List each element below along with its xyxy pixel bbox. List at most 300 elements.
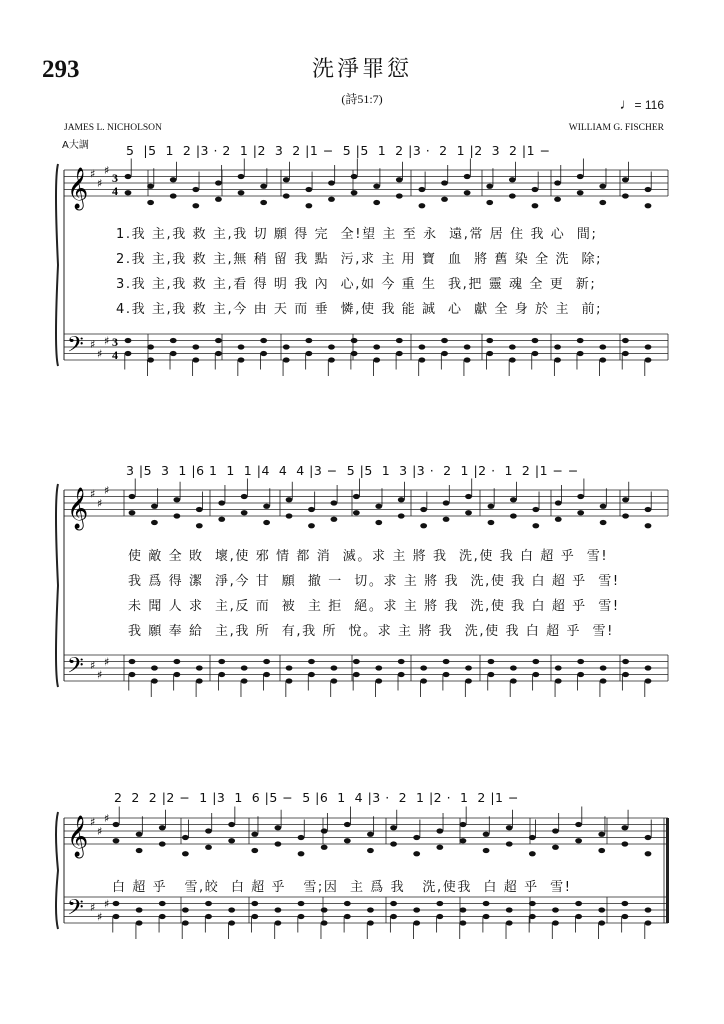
note-head <box>113 838 120 843</box>
note-head <box>532 187 539 192</box>
note-head <box>464 190 471 195</box>
note-head <box>344 901 351 906</box>
key-label: A大調 <box>62 140 89 151</box>
note-head <box>275 841 282 846</box>
note-head <box>351 174 358 179</box>
note-head <box>353 659 360 664</box>
note-head <box>129 672 136 677</box>
note-head <box>441 338 448 343</box>
sharp-icon: ♯ <box>104 812 110 825</box>
note-head <box>328 344 335 349</box>
note-head <box>645 507 652 512</box>
note-head <box>532 659 539 664</box>
note-head <box>260 184 267 189</box>
note-head <box>483 901 490 906</box>
lyric-verse-1-line-1: 1.我 主,我 救 主,我 切 願 得 完 全!望 主 至 永 遠,常 居 住 我 心 間; <box>116 227 598 242</box>
note-head <box>298 851 305 856</box>
note-head <box>367 848 374 853</box>
note-head <box>622 672 629 677</box>
note-head <box>275 920 282 925</box>
note-head <box>373 344 380 349</box>
note-head <box>196 678 203 683</box>
note-head <box>622 177 629 182</box>
note-head <box>645 907 652 912</box>
note-head <box>483 848 490 853</box>
note-head <box>486 351 493 356</box>
note-head <box>241 665 248 670</box>
note-head <box>577 672 584 677</box>
note-head <box>238 357 245 362</box>
note-head <box>321 907 328 912</box>
note-head <box>622 193 629 198</box>
note-head <box>151 678 158 683</box>
hymn-title: 洗淨罪愆 <box>311 57 412 82</box>
note-head <box>396 193 403 198</box>
note-head <box>351 351 358 356</box>
note-head <box>532 672 539 677</box>
note-head <box>205 901 212 906</box>
lyric-refrain-line-3: 白 超 乎 雪,皎 白 超 乎 雪;因 主 爲 我 洗,使我 白 超 乎 雪! <box>112 880 572 895</box>
note-head <box>305 203 312 208</box>
note-head <box>509 344 516 349</box>
note-head <box>529 914 536 919</box>
note-head <box>443 672 450 677</box>
note-head <box>506 920 513 925</box>
note-head <box>532 203 539 208</box>
note-head <box>147 344 154 349</box>
note-head <box>283 357 290 362</box>
note-head <box>129 659 136 664</box>
note-head <box>113 901 120 906</box>
note-head <box>577 659 584 664</box>
note-head <box>228 838 235 843</box>
note-head <box>367 832 374 837</box>
sharp-icon: ♯ <box>90 815 96 829</box>
note-head <box>263 659 270 664</box>
note-head <box>575 914 582 919</box>
note-head <box>241 510 248 515</box>
note-head <box>464 357 471 362</box>
note-head <box>373 357 380 362</box>
sharp-icon: ♯ <box>90 487 96 501</box>
note-head <box>577 338 584 343</box>
note-head <box>351 338 358 343</box>
note-head <box>129 494 136 499</box>
note-head <box>305 351 312 356</box>
note-head <box>622 659 629 664</box>
note-head <box>367 920 374 925</box>
note-head <box>465 510 472 515</box>
note-head <box>510 513 517 518</box>
lyric-verse-4-line-2: 我 願 奉 給 主,我 所 有,我 所 悅。求 主 將 我 洗,使 我 白 超 乎 雪! <box>128 624 614 639</box>
note-head <box>621 901 628 906</box>
note-head <box>170 338 177 343</box>
time-signature: 4 <box>112 184 118 198</box>
note-head <box>125 338 132 343</box>
note-head <box>113 914 120 919</box>
note-head <box>286 678 293 683</box>
note-head <box>396 177 403 182</box>
note-head <box>621 841 628 846</box>
note-head <box>238 344 245 349</box>
note-head <box>599 184 606 189</box>
note-head <box>506 825 513 830</box>
note-head <box>621 825 628 830</box>
note-head <box>182 835 189 840</box>
note-head <box>251 848 258 853</box>
note-head <box>599 344 606 349</box>
note-head <box>598 920 605 925</box>
note-head <box>441 351 448 356</box>
note-head <box>113 822 120 827</box>
note-head <box>460 822 467 827</box>
note-head <box>599 357 606 362</box>
note-head <box>420 665 427 670</box>
note-head <box>577 494 584 499</box>
lyricist: JAMES L. NICHOLSON <box>64 123 162 133</box>
note-head <box>398 659 405 664</box>
note-head <box>170 177 177 182</box>
note-head <box>488 504 495 509</box>
note-head <box>136 832 143 837</box>
note-head <box>286 497 293 502</box>
note-head <box>465 494 472 499</box>
note-head <box>575 822 582 827</box>
note-head <box>298 914 305 919</box>
note-head <box>328 197 335 202</box>
note-head <box>532 351 539 356</box>
note-head <box>645 835 652 840</box>
note-head <box>488 520 495 525</box>
note-head <box>420 523 427 528</box>
note-head <box>622 338 629 343</box>
system-brace <box>56 812 58 929</box>
note-head <box>215 180 222 185</box>
note-head <box>465 678 472 683</box>
note-head <box>577 351 584 356</box>
note-head <box>283 344 290 349</box>
staff-lines <box>56 164 669 929</box>
note-head <box>129 510 136 515</box>
note-head <box>331 665 338 670</box>
note-head <box>622 497 629 502</box>
note-head <box>483 832 490 837</box>
note-head <box>464 344 471 349</box>
system-brace <box>56 164 58 366</box>
note-head <box>228 907 235 912</box>
sharp-icon: ♯ <box>97 668 103 682</box>
note-head <box>251 832 258 837</box>
note-head <box>460 838 467 843</box>
note-head <box>532 523 539 528</box>
note-head <box>196 523 203 528</box>
note-head <box>308 507 315 512</box>
note-head <box>486 184 493 189</box>
sharp-icon: ♯ <box>90 337 96 351</box>
note-head <box>436 901 443 906</box>
note-head <box>555 678 562 683</box>
note-head <box>331 500 338 505</box>
note-head <box>419 344 426 349</box>
note-head <box>554 344 561 349</box>
staff-glyphs <box>67 164 118 926</box>
note-head <box>353 510 360 515</box>
note-head <box>398 497 405 502</box>
sharp-icon: ♯ <box>97 910 103 924</box>
note-head <box>460 907 467 912</box>
treble-clef-icon: 𝄞 <box>67 816 89 857</box>
note-head <box>218 672 225 677</box>
note-head <box>147 200 154 205</box>
note-head <box>125 174 132 179</box>
note-head <box>413 920 420 925</box>
note-head <box>398 513 405 518</box>
note-head <box>351 190 358 195</box>
note-head <box>147 184 154 189</box>
note-head <box>286 665 293 670</box>
scripture-reference: (詩51:7) <box>341 92 383 106</box>
note-head <box>353 672 360 677</box>
hymn-number: 293 <box>42 56 80 83</box>
note-head <box>192 344 199 349</box>
note-head <box>218 659 225 664</box>
note-head <box>554 197 561 202</box>
note-head <box>436 914 443 919</box>
note-head <box>344 914 351 919</box>
note-head <box>283 193 290 198</box>
note-head <box>436 845 443 850</box>
note-head <box>532 507 539 512</box>
note-head <box>331 517 338 522</box>
note-head <box>510 497 517 502</box>
note-head <box>645 344 652 349</box>
note-head <box>510 665 517 670</box>
sharp-icon: ♯ <box>97 177 103 190</box>
sharp-icon: ♯ <box>90 658 96 672</box>
note-head <box>441 180 448 185</box>
note-head <box>260 200 267 205</box>
note-head <box>344 838 351 843</box>
note-head <box>125 190 132 195</box>
numbered-notation-system-3: 2 2 2 |2 − 1 |3 1 6 |5 − 5 |6 1 4 |3 · 2 1 |2 · 1 2 |1 − <box>114 790 519 805</box>
note-head <box>555 517 562 522</box>
sharp-icon: ♯ <box>104 897 110 911</box>
note-head <box>173 659 180 664</box>
note-head <box>305 187 312 192</box>
sharp-icon: ♯ <box>90 900 96 914</box>
note-head <box>353 494 360 499</box>
note-head <box>228 920 235 925</box>
note-head <box>205 845 212 850</box>
note-head <box>218 517 225 522</box>
note-head <box>321 845 328 850</box>
note-head <box>251 901 258 906</box>
time-signature: 3 <box>112 335 118 349</box>
note-head <box>182 920 189 925</box>
note-head <box>488 659 495 664</box>
lyric-verse-1-line-2: 使 敵 全 敗 壞,使 邪 情 都 消 滅。求 主 將 我 洗,使 我 白 超 乎 雪! <box>128 549 609 564</box>
composer: WILLIAM G. FISCHER <box>568 123 664 133</box>
sharp-icon: ♯ <box>90 167 96 181</box>
tempo-value: = 116 <box>634 98 664 112</box>
note-head <box>486 200 493 205</box>
note-head <box>147 357 154 362</box>
note-head <box>275 907 282 912</box>
note-head <box>419 357 426 362</box>
note-head <box>151 504 158 509</box>
note-head <box>420 678 427 683</box>
note-head <box>645 851 652 856</box>
note-head <box>305 338 312 343</box>
note-head <box>555 665 562 670</box>
note-head <box>390 841 397 846</box>
note-head <box>419 187 426 192</box>
note-head <box>173 497 180 502</box>
note-head <box>308 523 315 528</box>
note-head <box>436 828 443 833</box>
note-head <box>390 914 397 919</box>
note-head <box>575 901 582 906</box>
note-head <box>260 351 267 356</box>
note-head <box>622 351 629 356</box>
note-head <box>600 678 607 683</box>
note-head <box>443 517 450 522</box>
note-head <box>396 338 403 343</box>
note-head <box>328 180 335 185</box>
sharp-icon: ♯ <box>104 334 110 348</box>
note-head <box>375 504 382 509</box>
note-head <box>598 907 605 912</box>
note-head <box>367 907 374 912</box>
lyric-verse-4-line-1: 4.我 主,我 救 主,今 由 天 而 垂 憐,使 我 能 誠 心 獻 全 身 於 主 前; <box>116 302 603 317</box>
lyric-verse-3-line-1: 3.我 主,我 救 主,看 得 明 我 內 心,如 今 重 生 我,把 靈 魂 全 更 新; <box>116 277 597 292</box>
sharp-icon: ♯ <box>97 347 103 361</box>
note-head <box>600 520 607 525</box>
sharp-icon: ♯ <box>104 164 110 177</box>
note-head <box>443 500 450 505</box>
note-head <box>373 184 380 189</box>
note-head <box>173 513 180 518</box>
lyric-verse-2-line-1: 2.我 主,我 救 主,無 稍 留 我 點 污,求 主 用 寶 血 將 舊 染 全 洗 除; <box>116 252 603 267</box>
note-head <box>506 841 513 846</box>
sharp-icon: ♯ <box>104 484 110 497</box>
note-head <box>598 832 605 837</box>
note-head <box>205 914 212 919</box>
sharp-icon: ♯ <box>104 655 110 669</box>
note-head <box>464 174 471 179</box>
note-head <box>645 357 652 362</box>
note-head <box>577 190 584 195</box>
note-head <box>328 357 335 362</box>
note-head <box>443 659 450 664</box>
note-heads <box>113 159 652 940</box>
note-head <box>215 338 222 343</box>
note-head <box>396 351 403 356</box>
note-head <box>170 351 177 356</box>
note-head <box>645 665 652 670</box>
note-head <box>151 665 158 670</box>
note-head <box>373 200 380 205</box>
note-head <box>159 914 166 919</box>
note-head <box>196 665 203 670</box>
note-head <box>622 513 629 518</box>
note-head <box>510 678 517 683</box>
note-head <box>136 907 143 912</box>
note-head <box>283 177 290 182</box>
note-head <box>529 901 536 906</box>
note-head <box>483 914 490 919</box>
note-head <box>375 665 382 670</box>
time-signature: 4 <box>112 348 118 362</box>
note-head <box>600 504 607 509</box>
note-head <box>398 672 405 677</box>
note-head <box>375 678 382 683</box>
bass-clef-icon: 𝄢 <box>67 895 84 926</box>
note-head <box>308 659 315 664</box>
numbered-notation-system-1: 5 |5 1 2 |3 · 2 1 |2 3 2 |1 − 5 |5 1 2 |3 · 2 1 |2 3 2 |1 − <box>126 143 551 158</box>
note-head <box>552 907 559 912</box>
note-head <box>263 520 270 525</box>
note-head <box>260 338 267 343</box>
note-head <box>555 500 562 505</box>
treble-clef-icon: 𝄞 <box>67 488 89 529</box>
note-head <box>413 851 420 856</box>
note-head <box>275 825 282 830</box>
note-head <box>645 203 652 208</box>
note-head <box>390 825 397 830</box>
note-head <box>215 197 222 202</box>
lyric-verse-2-line-2: 我 爲 得 潔 淨,今 甘 願 撤 一 切。求 主 將 我 洗,使 我 白 超 乎 雪! <box>128 574 620 589</box>
note-head <box>413 907 420 912</box>
note-head <box>196 507 203 512</box>
note-head <box>182 851 189 856</box>
note-head <box>577 174 584 179</box>
note-head <box>413 835 420 840</box>
note-head <box>159 841 166 846</box>
note-head <box>465 665 472 670</box>
note-head <box>251 914 258 919</box>
note-head <box>228 822 235 827</box>
note-head <box>600 665 607 670</box>
note-head <box>238 190 245 195</box>
note-head <box>554 180 561 185</box>
note-head <box>298 835 305 840</box>
note-head <box>151 520 158 525</box>
note-head <box>486 338 493 343</box>
note-head <box>552 920 559 925</box>
note-head <box>577 510 584 515</box>
note-head <box>645 678 652 683</box>
note-head <box>286 513 293 518</box>
note-head <box>125 351 132 356</box>
note-head <box>529 851 536 856</box>
note-head <box>263 504 270 509</box>
note-head <box>159 901 166 906</box>
note-head <box>460 920 467 925</box>
note-head <box>506 907 513 912</box>
bass-clef-icon: 𝄢 <box>67 653 84 684</box>
note-head <box>215 351 222 356</box>
lyric-verse-3-line-2: 未 聞 人 求 主,反 而 被 主 拒 絕。求 主 將 我 洗,使 我 白 超 乎 雪! <box>128 599 620 614</box>
note-head <box>552 828 559 833</box>
note-head <box>263 672 270 677</box>
note-head <box>420 507 427 512</box>
quarter-note-icon: ♩ <box>619 96 635 113</box>
note-head <box>205 828 212 833</box>
note-head <box>241 494 248 499</box>
note-head <box>509 193 516 198</box>
note-head <box>170 193 177 198</box>
